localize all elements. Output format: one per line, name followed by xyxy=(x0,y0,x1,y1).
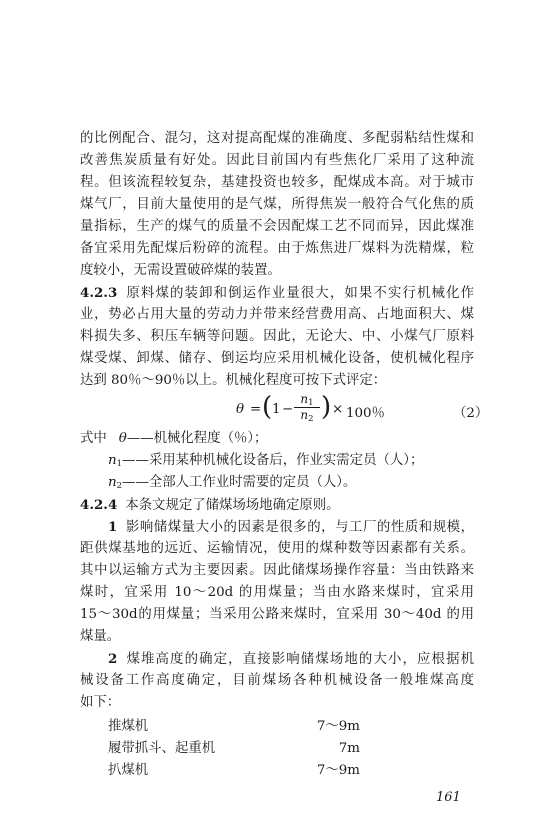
paragraph-line: 改善焦炭质量有好处。因此目前国内有些焦化厂采用了这种流 xyxy=(80,153,474,168)
paragraph-line: 煤量。 xyxy=(80,629,121,644)
paragraph-line: 如下： xyxy=(80,695,121,710)
equipment-height: 7～9m xyxy=(316,763,360,778)
paragraph-line: 量指标，生产的煤气的质量不会因配煤工艺不同而异，因此煤准 xyxy=(80,219,474,234)
paragraph-line: 距供煤基地的远近、运输情况，使用的煤种数等因素都有关系。 xyxy=(80,541,474,556)
eq-right-paren: ) xyxy=(321,392,332,422)
paragraph-line: 达到 80％～90％以上。机械化程度可按下式评定： xyxy=(80,373,387,388)
paragraph-line: 煤受煤、卸煤、储存、倒运均应采用机械化设备，使机械化程序 xyxy=(80,351,474,366)
where-theta-desc: ——机械化程度（％）； xyxy=(126,431,268,446)
paragraph-line: 的比例配合、混匀，这对提高配煤的准确度、多配弱粘结性煤和 xyxy=(80,131,474,146)
eq-times: × xyxy=(332,402,344,417)
eq-fraction xyxy=(294,392,320,423)
where-lead: 式中 xyxy=(80,431,107,446)
paragraph-line: 业，势必占用大量的劳动力并带来经营费用高、占地面积大、煤 xyxy=(80,307,474,322)
paragraph-line: 15～30d的用煤量；当采用公路来煤时，宜采用 30～40d 的用 xyxy=(80,607,474,622)
eq-left-paren: ( xyxy=(262,392,273,422)
paragraph-line: 料损失多、积压车辆等问题。因此，无论大、中、小煤气厂原料 xyxy=(80,329,474,344)
section-4-2-4-line xyxy=(80,494,474,517)
item-2-line: 2 煤堆高度的确定，直接影响储煤场地的大小，应根据机 xyxy=(108,651,474,667)
section-4-2-3-line xyxy=(80,282,474,305)
where-theta-line xyxy=(80,428,474,450)
equipment-name: 履带抓斗、起重机 xyxy=(108,741,216,756)
paragraph-line: 度较小，无需设置破碎煤的装置。 xyxy=(80,263,281,278)
eq-one: 1 xyxy=(272,402,281,417)
eq-theta: θ xyxy=(236,402,245,417)
equipment-height: 7m xyxy=(338,741,360,756)
where-n1-var: n xyxy=(108,453,117,468)
where-n1-desc: ——采用某种机械化设备后，作业实需定员（人）； xyxy=(122,453,424,468)
paragraph-line: 械设备工作高度确定，目前煤场各种机械设备一般堆煤高度 xyxy=(80,673,474,688)
where-n2-var: n xyxy=(108,475,117,490)
where-n1-line: $n_1——$采用某种机械化设备后，作业实需定员（人）； xyxy=(108,453,424,469)
eq-denominator: $n_2$ xyxy=(300,408,314,424)
where-n2-line: $n_2——$全部人工作业时需要的定员（人）。 xyxy=(108,475,357,491)
page-number: 161 xyxy=(436,790,461,805)
paragraph-line: 程。但该流程较复杂，基建投资也较多，配煤成本高。对于城市 xyxy=(80,175,474,190)
eq-minus: − xyxy=(282,402,294,417)
section-text: 本条文规定了储煤场场地确定原则。 xyxy=(125,498,340,513)
equipment-height: 7～9m xyxy=(316,719,360,734)
paragraph-line: 煤气厂，目前大量使用的是气煤，所得焦炭一般符合气化焦的质 xyxy=(80,197,474,212)
eq-numerator: $n_1$ xyxy=(300,392,314,408)
item-number: 1 xyxy=(108,519,118,535)
where-theta-symbol: θ xyxy=(118,431,127,446)
equipment-name: 扒煤机 xyxy=(108,763,149,778)
section-number: 4.2.4 xyxy=(80,497,118,513)
section-text: 原料煤的装卸和倒运作业量很大，如果不实行机械化作 xyxy=(125,286,474,301)
eq-equals: = xyxy=(250,402,262,417)
equipment-name: 推煤机 xyxy=(108,719,149,734)
where-n2-desc: ——全部人工作业时需要的定员（人）。 xyxy=(122,475,357,490)
section-number: 4.2.3 xyxy=(80,285,118,301)
item-1-line: 1 影响储煤量大小的因素是很多的，与工厂的性质和规模， xyxy=(108,519,474,535)
item-number: 2 xyxy=(108,651,118,667)
paragraph-line: 煤时，宜采用 10～20d 的用煤量；当由水路来煤时，宜采用 xyxy=(80,585,474,600)
paragraph-line: 备宜采用先配煤后粉碎的流程。由于炼焦进厂煤料为洗精煤，粒 xyxy=(80,241,474,256)
equation-number: （2） xyxy=(453,406,489,421)
eq-percent: 100％ xyxy=(346,406,385,421)
paragraph-line: 其中以运输方式为主要因素。因此储煤场操作容量：当由铁路来 xyxy=(80,563,474,578)
